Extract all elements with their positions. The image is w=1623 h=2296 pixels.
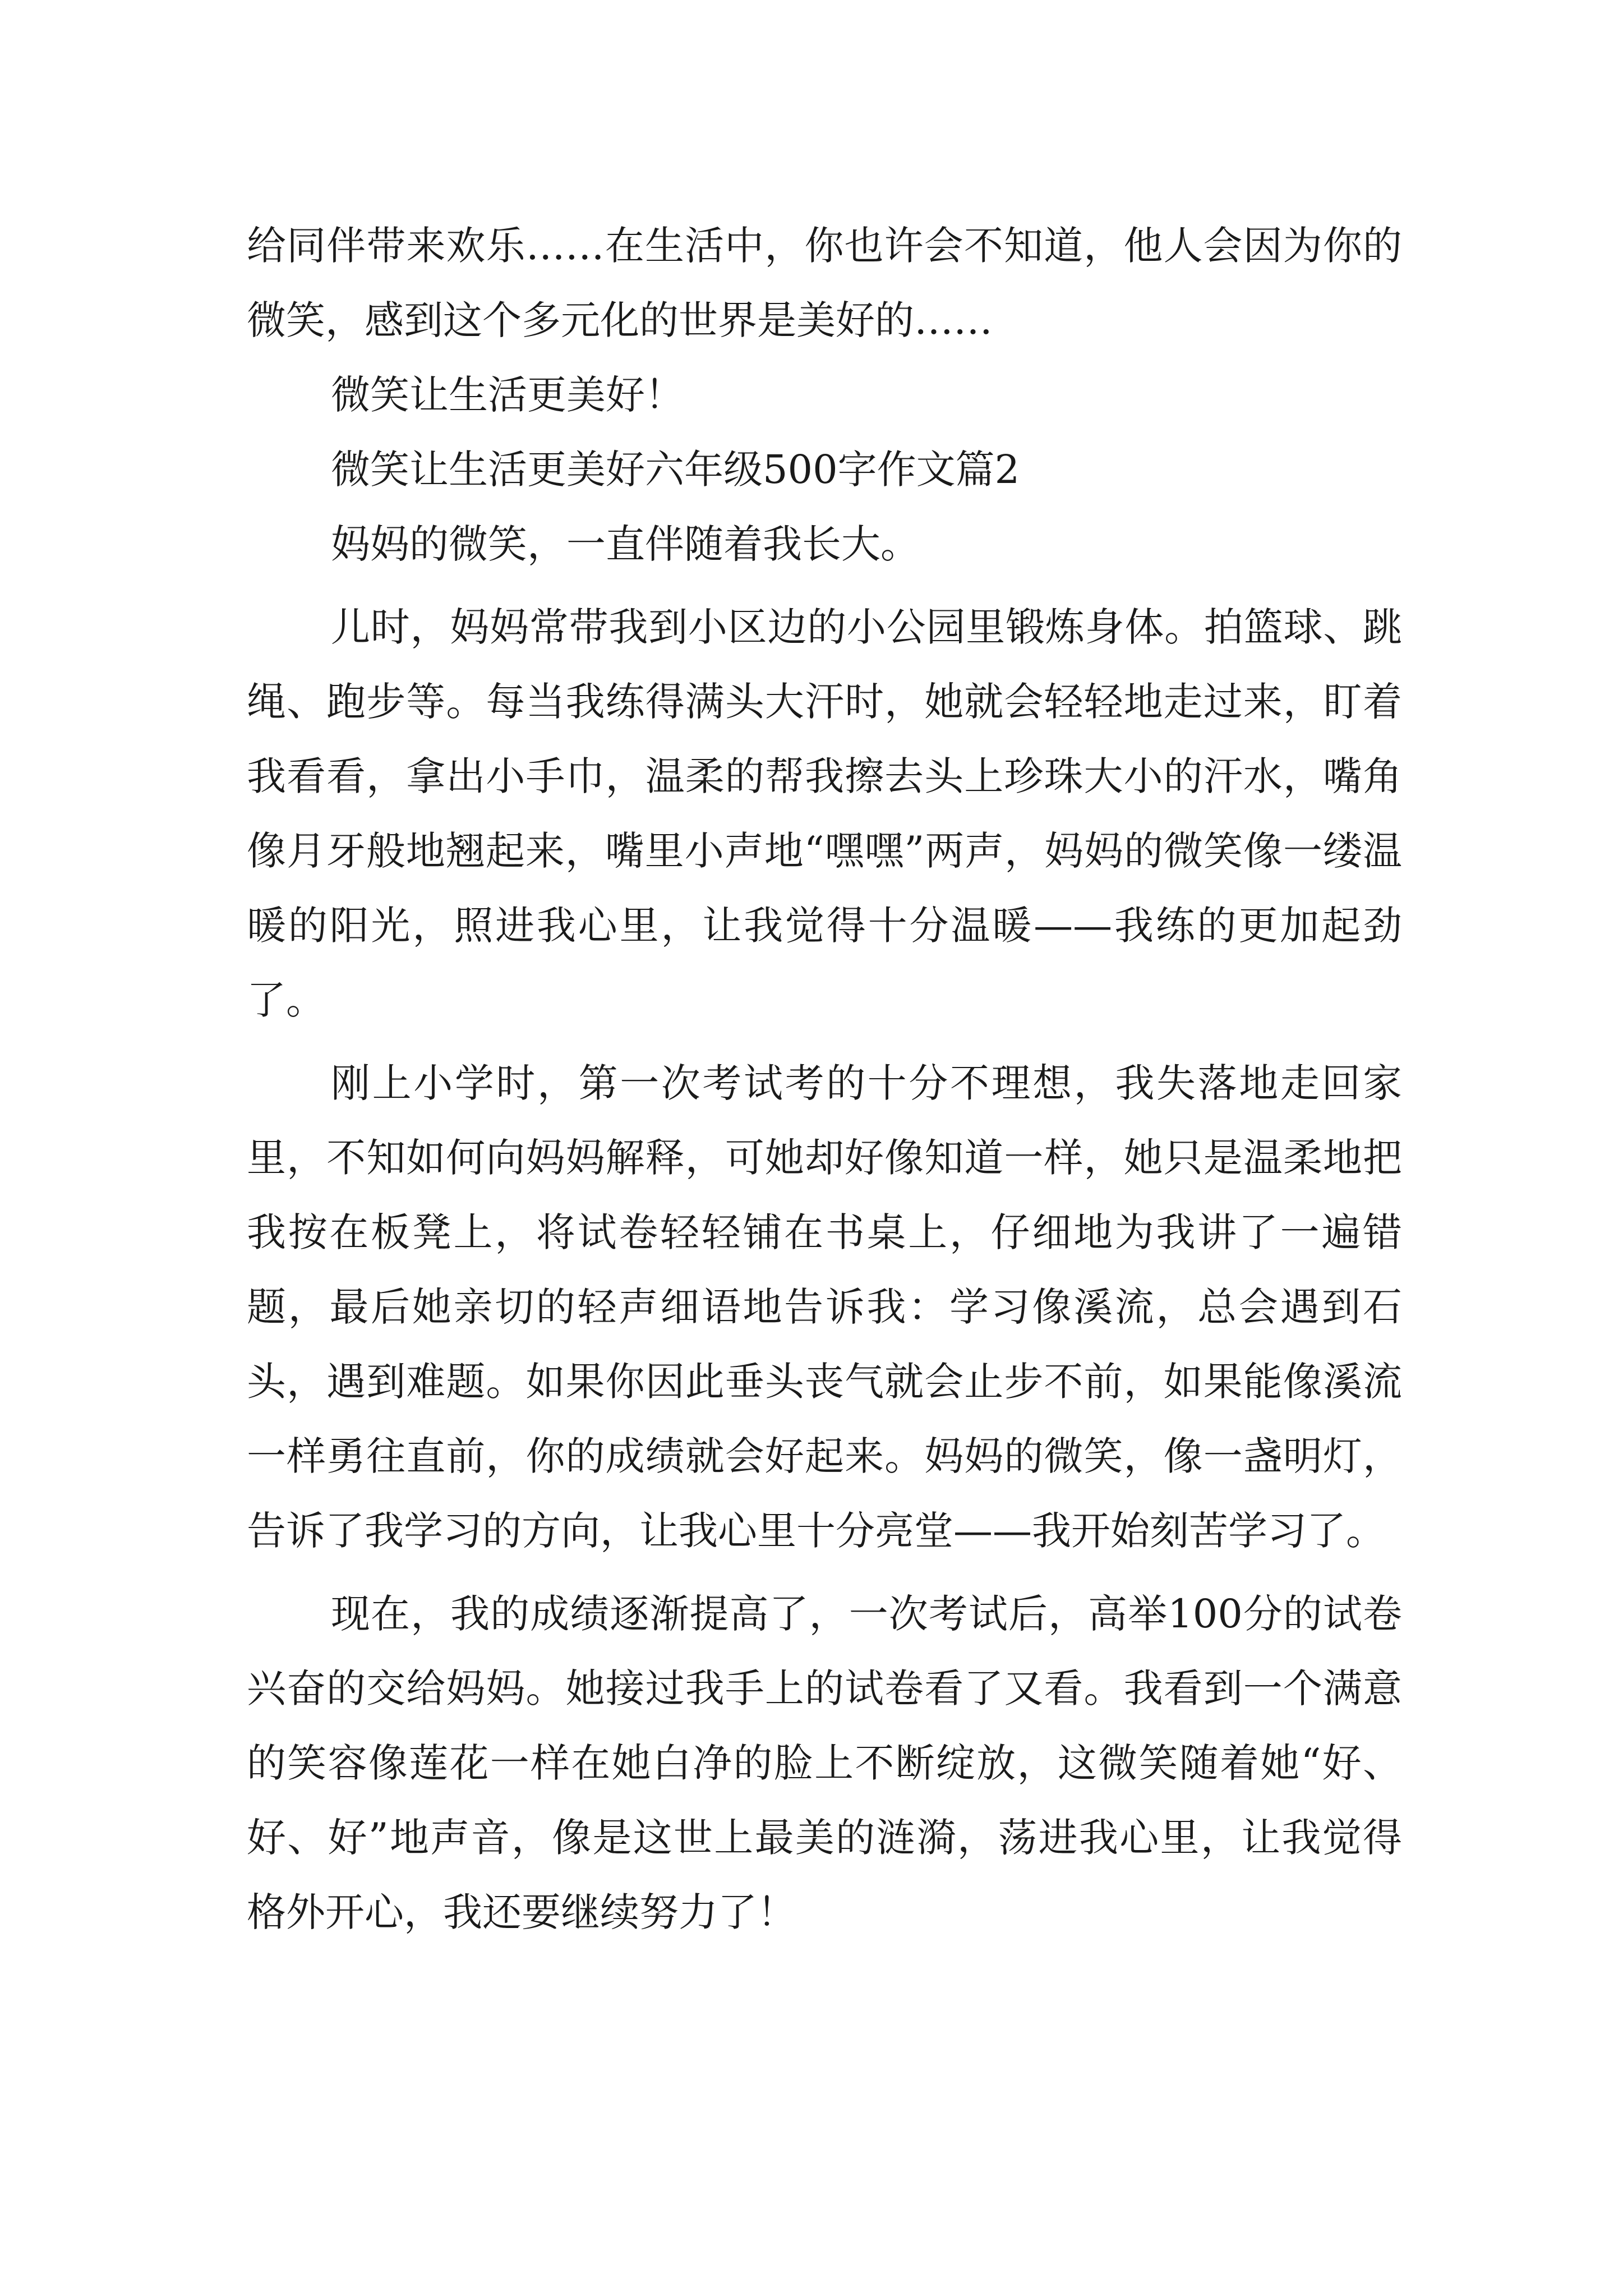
paragraph-now: 现在，我的成绩逐渐提高了，一次考试后，高举100分的试卷兴奋的交给妈妈。她接过我手上的试卷看了又看。我看到一个满意的笑容像莲花一样在她白净的脸上不断绽放，这微笑随着她“好、好、好”地声音，像是这世上最美的涟漪，荡进我心里，让我觉得格外开心，我还要继续努力了！ — [247, 1591, 1402, 1935]
essay-body — [247, 209, 1402, 1950]
paragraph-continuation: 给同伴带来欢乐……在生活中，你也许会不知道，他人会因为你的微笑，感到这个多元化的世界是美好的…… — [247, 223, 1402, 343]
paragraph-opening: 妈妈的微笑，一直伴随着我长大。 — [331, 521, 920, 567]
paragraph-conclusion: 微笑让生活更美好！ — [331, 372, 684, 418]
essay-heading: 微笑让生活更美好六年级500字作文篇2 — [331, 447, 1020, 493]
paragraph-first-exam: 刚上小学时，第一次考试考的十分不理想，我失落地走回家里，不知如何向妈妈解释，可她却好像知道一样，她只是温柔地把我按在板凳上，将试卷轻轻铺在书桌上，仔细地为我讲了一遍错题，最后她亲切的轻声细语地告诉我：学习像溪流，总会遇到石头，遇到难题。如果你因此垂头丧气就会止步不前，如果能像溪流一样勇往直前，你的成绩就会好起来。妈妈的微笑，像一盏明灯，告诉了我学习的方向，让我心里十分亮堂——我开始刻苦学习了。 — [247, 1060, 1402, 1554]
paragraph-childhood: 儿时，妈妈常带我到小区边的小公园里锻炼身体。拍篮球、跳绳、跑步等。每当我练得满头大汗时，她就会轻轻地走过来，盯着我看看，拿出小手巾，温柔的帮我擦去头上珍珠大小的汗水，嘴角像月牙般地翘起来，嘴里小声地“嘿嘿”两声，妈妈的微笑像一缕温暖的阳光，照进我心里，让我觉得十分温暖——我练的更加起劲了。 — [247, 604, 1402, 1023]
